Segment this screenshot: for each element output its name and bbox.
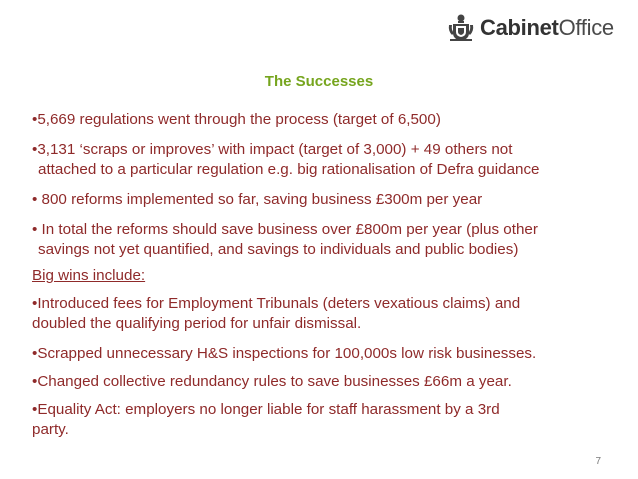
bullet-line: • 800 reforms implemented so far, saving business £300m per year [32, 191, 483, 208]
big-wins-heading: Big wins include: [32, 267, 146, 284]
royal-crest-icon [447, 12, 475, 42]
big-wins-list [32, 294, 630, 440]
bullet-line: attached to a particular regulation e.g. big rationalisation of Defra guidance [38, 161, 540, 178]
bullet-line: •3,131 ‘scraps or improves’ with impact (target of 3,000) + 49 others not [32, 141, 513, 158]
bullet-item [32, 294, 630, 334]
bullet-item [32, 400, 630, 440]
slide-title-text: The Successes [264, 73, 374, 90]
bullet-line: •5,669 regulations went through the process (target of 6,500) [32, 111, 441, 128]
brand-regular: Office [558, 15, 614, 40]
bullet-item [32, 190, 630, 210]
bullet-line: •Scrapped unnecessary H&S inspections for 100,000s low risk businesses. [32, 345, 537, 362]
slide-title [0, 73, 638, 90]
bullet-line: •Equality Act: employers no longer liable for staff harassment by a 3rd [32, 401, 500, 418]
bullet-item [32, 110, 630, 130]
brand-wordmark [480, 15, 614, 41]
bullet-line: •Introduced fees for Employment Tribunals (deters vexatious claims) and [32, 295, 521, 312]
bullet-item [32, 372, 630, 392]
cabinet-office-logo [447, 12, 627, 44]
bullet-line: savings not yet quantified, and savings to individuals and public bodies) [38, 241, 519, 258]
brand-bold: Cabinet [480, 15, 559, 40]
slide-number: 7 [595, 456, 601, 467]
bullet-line: •Changed collective redundancy rules to save businesses £66m a year. [32, 373, 512, 390]
bullet-line: doubled the qualifying period for unfair dismissal. [32, 315, 362, 332]
bullet-line: party. [32, 421, 69, 438]
bullet-item [32, 344, 630, 364]
bullet-item [32, 140, 630, 180]
bullet-item [32, 220, 630, 260]
slide-body [32, 110, 630, 440]
bullet-line: • In total the reforms should save business over £800m per year (plus other [32, 221, 538, 238]
successes-list [32, 110, 630, 260]
